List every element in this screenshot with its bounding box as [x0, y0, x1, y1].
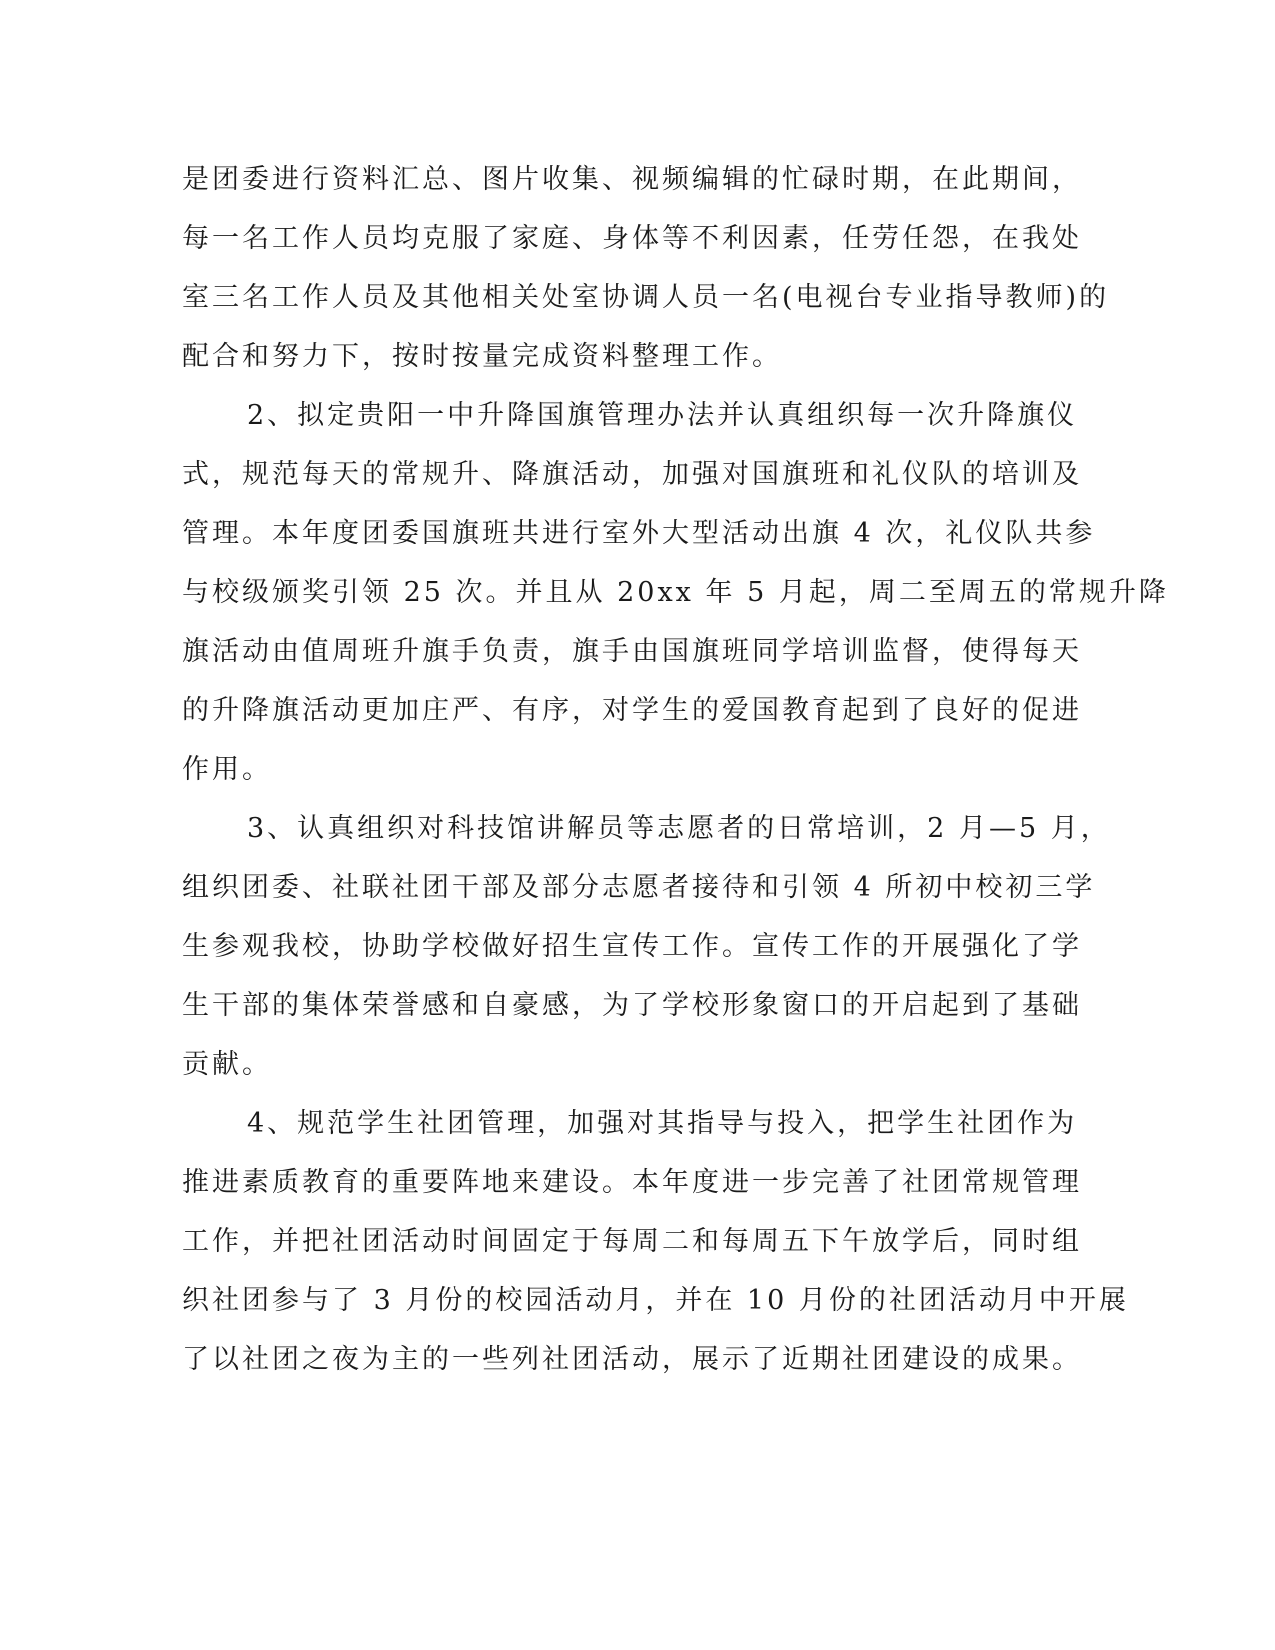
text-line: 贡献。 — [182, 1049, 272, 1080]
text-line: 的升降旗活动更加庄严、有序，对学生的爱国教育起到了良好的促进 — [182, 695, 1082, 726]
text-line: 了以社团之夜为主的一些列社团活动，展示了近期社团建设的成果。 — [182, 1344, 1082, 1375]
text-line: 工作，并把社团活动时间固定于每周二和每周五下午放学后，同时组 — [182, 1226, 1082, 1257]
text-line: 配合和努力下，按时按量完成资料整理工作。 — [182, 341, 782, 372]
text-line: 生干部的集体荣誉感和自豪感，为了学校形象窗口的开启起到了基础 — [182, 990, 1082, 1021]
text-line: 织社团参与了 3 月份的校园活动月，并在 10 月份的社团活动月中开展 — [182, 1285, 1129, 1316]
text-line: 管理。本年度团委国旗班共进行室外大型活动出旗 4 次，礼仪队共参 — [182, 518, 1096, 549]
text-line: 旗活动由值周班升旗手负责，旗手由国旗班同学培训监督，使得每天 — [182, 636, 1082, 667]
paragraph-4-first-line: 4、规范学生社团管理，加强对其指导与投入，把学生社团作为 — [247, 1108, 1078, 1139]
text-line: 式，规范每天的常规升、降旗活动，加强对国旗班和礼仪队的培训及 — [182, 459, 1082, 490]
text-line: 室三名工作人员及其他相关处室协调人员一名(电视台专业指导教师)的 — [182, 282, 1110, 313]
text-line: 是团委进行资料汇总、图片收集、视频编辑的忙碌时期，在此期间， — [182, 164, 1082, 195]
text-line: 与校级颁奖引领 25 次。并且从 20xx 年 5 月起，周二至周五的常规升降 — [182, 577, 1169, 608]
text-line: 推进素质教育的重要阵地来建设。本年度进一步完善了社团常规管理 — [182, 1167, 1082, 1198]
text-line: 生参观我校，协助学校做好招生宣传工作。宣传工作的开展强化了学 — [182, 931, 1082, 962]
text-line: 每一名工作人员均克服了家庭、身体等不利因素，任劳任怨，在我处 — [182, 223, 1082, 254]
text-line: 作用。 — [182, 754, 272, 785]
text-line: 组织团委、社联社团干部及部分志愿者接待和引领 4 所初中校初三学 — [182, 872, 1096, 903]
paragraph-2-first-line: 2、拟定贵阳一中升降国旗管理办法并认真组织每一次升降旗仪 — [247, 400, 1078, 431]
paragraph-3-first-line: 3、认真组织对科技馆讲解员等志愿者的日常培训，2 月—5 月， — [247, 813, 1111, 844]
